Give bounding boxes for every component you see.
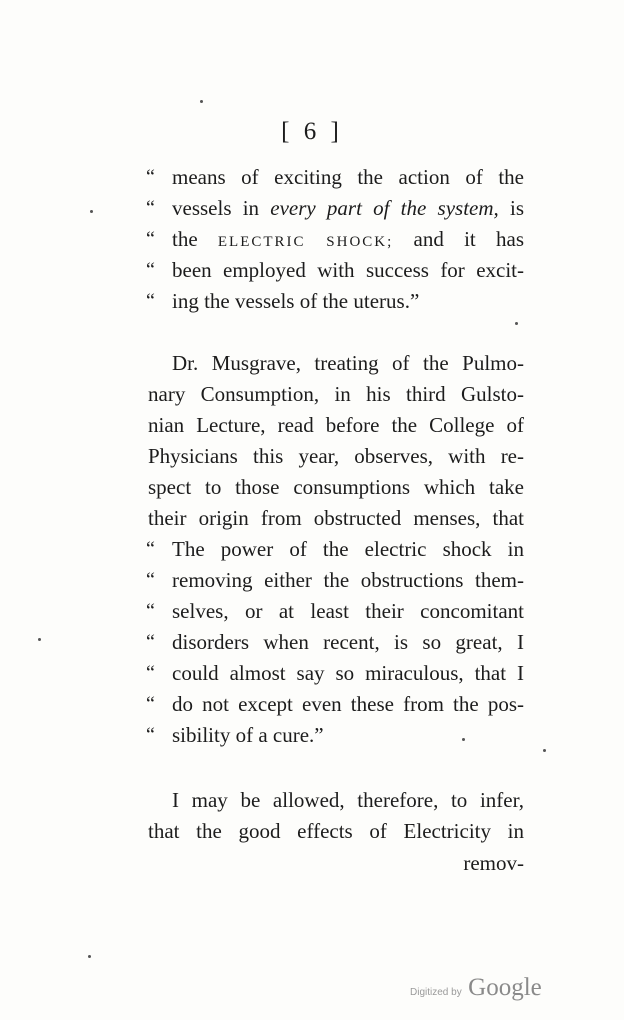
page-number: [ 6 ] bbox=[281, 118, 343, 145]
quote-text: ing the vessels of the uterus.” bbox=[172, 289, 420, 313]
quote-line bbox=[146, 629, 524, 655]
paragraph-line: Physicians this year, observes, with re- bbox=[148, 444, 524, 468]
quote-mark: “ bbox=[146, 569, 155, 591]
paragraph-line: Dr. Musgrave, treating of the Pulmo- bbox=[172, 351, 524, 375]
digitized-by-google-watermark bbox=[410, 974, 542, 1002]
scan-speck bbox=[90, 210, 93, 213]
quote-line bbox=[146, 226, 524, 255]
paragraph-line: spect to those consumptions which take bbox=[148, 475, 524, 499]
quote-text: selves, or at least their concomitant bbox=[172, 599, 524, 623]
quote-text: the bbox=[172, 227, 218, 251]
quote-mark: “ bbox=[146, 197, 155, 219]
quote-line bbox=[146, 195, 524, 221]
scan-speck bbox=[462, 738, 465, 741]
quote-line bbox=[146, 536, 524, 562]
catchword: remov- bbox=[463, 851, 524, 875]
quote-text: sibility of a cure.” bbox=[172, 723, 324, 747]
quote-text: vessels in bbox=[172, 196, 271, 220]
quote-line bbox=[146, 257, 524, 283]
quote-line bbox=[146, 722, 524, 748]
quote-mark: “ bbox=[146, 166, 155, 188]
quote-text: could almost say so miraculous, that I bbox=[172, 661, 524, 685]
quote-mark: “ bbox=[146, 259, 155, 281]
scan-speck bbox=[38, 638, 41, 641]
quote-text: disorders when recent, is so great, I bbox=[172, 630, 524, 654]
quote-line bbox=[146, 288, 524, 314]
paragraph-line: nian Lecture, read before the College of bbox=[148, 413, 524, 437]
quote-mark: “ bbox=[146, 631, 155, 653]
quote-mark: “ bbox=[146, 228, 155, 250]
italic-phrase: every part of the system, bbox=[270, 196, 499, 220]
quote-line bbox=[146, 567, 524, 593]
paragraph-line: their origin from obstructed menses, that bbox=[148, 506, 524, 530]
paragraph-line: I may be allowed, therefore, to infer, bbox=[172, 788, 524, 812]
watermark-prefix: Digitized by bbox=[410, 987, 462, 998]
quote-line bbox=[146, 164, 524, 190]
quote-text: do not except even these from the pos- bbox=[172, 692, 524, 716]
small-caps-phrase: ELECTRIC SHOCK; bbox=[217, 234, 394, 250]
scan-speck bbox=[88, 955, 91, 958]
scan-speck bbox=[543, 749, 546, 752]
quote-mark: “ bbox=[146, 693, 155, 715]
scan-speck bbox=[200, 100, 203, 103]
quote-text: been employed with success for excit- bbox=[172, 258, 524, 282]
quote-text: means of exciting the action of the bbox=[172, 165, 524, 189]
quote-line bbox=[146, 660, 524, 686]
quote-text: and it has bbox=[393, 227, 524, 251]
quote-line bbox=[146, 598, 524, 624]
quote-text: is bbox=[498, 196, 524, 220]
quote-mark: “ bbox=[146, 538, 155, 560]
quote-mark: “ bbox=[146, 290, 155, 312]
paragraph-line: nary Consumption, in his third Gulsto- bbox=[148, 382, 524, 406]
quote-mark: “ bbox=[146, 600, 155, 622]
quote-text: The power of the electric shock in bbox=[172, 537, 524, 561]
scan-speck bbox=[515, 322, 518, 325]
quote-mark: “ bbox=[146, 662, 155, 684]
google-logo: Google bbox=[468, 974, 542, 1001]
quote-text: removing either the obstructions them- bbox=[172, 568, 524, 592]
quote-line bbox=[146, 691, 524, 717]
paragraph-line: that the good effects of Electricity in bbox=[148, 819, 524, 843]
quote-mark: “ bbox=[146, 724, 155, 746]
